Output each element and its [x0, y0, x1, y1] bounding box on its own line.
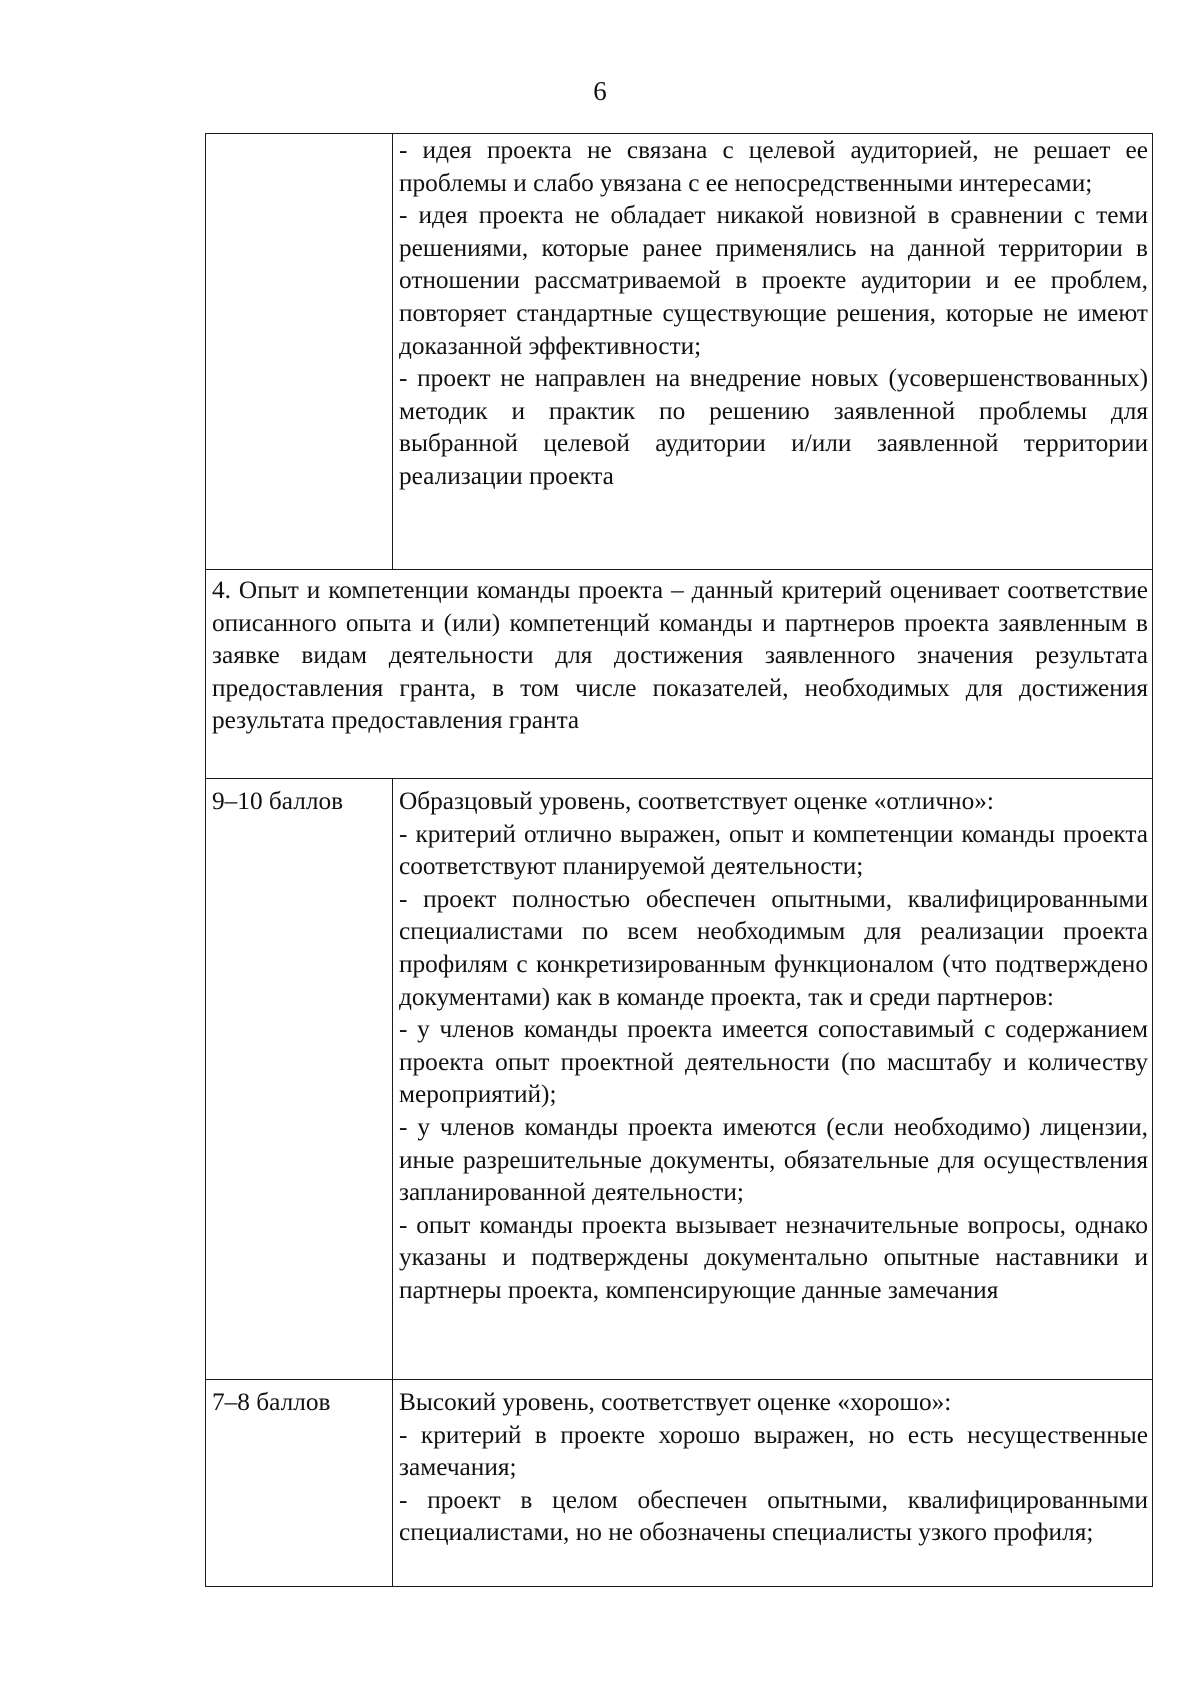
table-row	[206, 1380, 1153, 1587]
paragraph: - идея проекта не связана с целевой аудиторией, не решает ее проблемы и слабо увязана с ее непосредственными интересами;	[399, 136, 1148, 197]
table-row	[206, 134, 1153, 570]
criterion-heading-cell	[206, 570, 1153, 779]
score-cell	[206, 134, 393, 570]
score-cell: 7–8 баллов	[206, 1380, 393, 1587]
table-row	[206, 779, 1153, 1380]
paragraph: - опыт команды проекта вызывает незначительные вопросы, однако указаны и подтверждены документально опытные наставники и партнеры проекта, компенсирующие данные замечания	[399, 1210, 1148, 1304]
score-cell: 9–10 баллов	[206, 779, 393, 1380]
paragraph: Высокий уровень, соответствует оценке «хорошо»:	[399, 1388, 952, 1416]
paragraph: Образцовый уровень, соответствует оценке «отлично»:	[399, 787, 994, 815]
criteria-table	[205, 133, 1153, 1587]
criterion-heading: 4. Опыт и компетенции команды проекта – данный критерий оценивает соответствие описанного опыта и (или) компетенций команды и партнеров проекта заявленным в заявке видам деятельности для достижения заявленного значения результата предоставления гранта, в том числе показателей, необходимых для достижения результата предоставления гранта	[212, 576, 1148, 735]
paragraph: - у членов команды проекта имеется сопоставимый с содержанием проекта опыт проектной деятельности (по масштабу и количеству мероприятий);	[399, 1015, 1148, 1109]
paragraph: - идея проекта не обладает никакой новизной в сравнении с теми решениями, которые ранее применялись на данной территории в отношении рассматриваемой в проекте аудитории и ее проблем, повторяет стандартные существующие решения, которые не имеют доказанной эффективности;	[399, 201, 1148, 360]
description-cell	[393, 779, 1153, 1380]
criterion-row	[206, 570, 1153, 779]
paragraph: - критерий в проекте хорошо выражен, но есть несущественные замечания;	[399, 1420, 1148, 1482]
paragraph: - у членов команды проекта имеются (если необходимо) лицензии, иные разрешительные документы, обязательные для осуществления запланированной деятельности;	[399, 1112, 1148, 1207]
paragraph: - критерий отлично выражен, опыт и компетенции команды проекта соответствуют планируемой деятельности;	[399, 819, 1148, 881]
description-cell	[393, 134, 1153, 570]
paragraph: - проект в целом обеспечен опытными, квалифицированными специалистами, но не обозначены специалисты узкого профиля;	[399, 1485, 1148, 1547]
paragraph: - проект полностью обеспечен опытными, квалифицированными специалистами по всем необходимым для реализации проекта профилям с конкретизированным функционалом (что подтверждено документами) как в команде проекта, так и среди партнеров:	[399, 884, 1148, 1011]
description-cell	[393, 1380, 1153, 1587]
paragraph: - проект не направлен на внедрение новых (усовершенствованных) методик и практик по решению заявленной проблемы для выбранной целевой аудитории и/или заявленной территории реализации проекта	[399, 364, 1148, 490]
page-number: 6	[593, 76, 607, 106]
